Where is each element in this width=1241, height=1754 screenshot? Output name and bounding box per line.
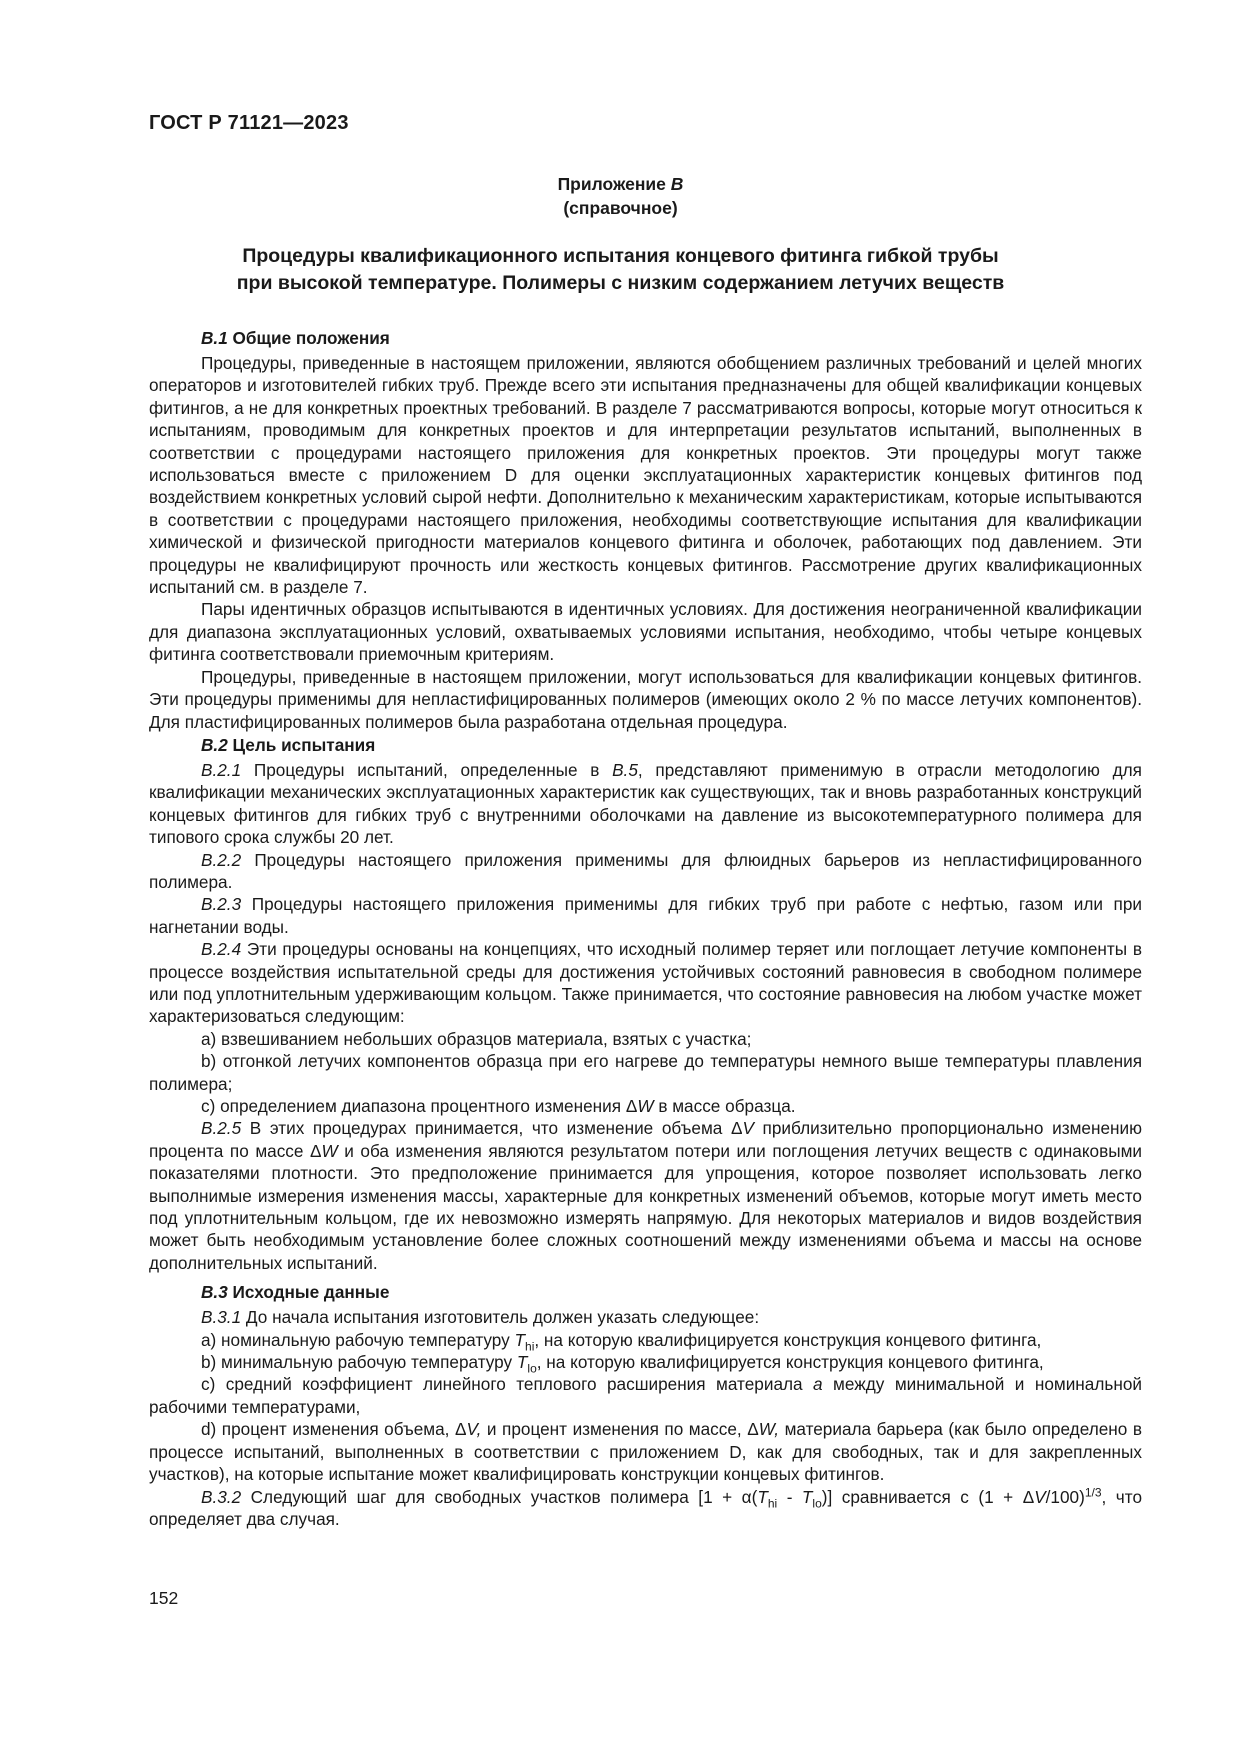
section-number: B.2 — [201, 734, 228, 755]
variable: T — [514, 1329, 526, 1350]
appendix-label-prefix: Приложение — [557, 174, 671, 194]
variable: T — [801, 1486, 813, 1507]
list-item: b) отгонкой летучих компонентов образца при его нагреве до температуры немного выше температуры плавления полимера; — [149, 1051, 1142, 1094]
text-run: Эти процедуры основаны на концепциях, что исходный полимер теряет или поглощает летучие компоненты в процессе воздействия испытательной среды для достижения устойчивых состояний равновесия в свободном полимере или под уплотнительным удерживающим кольцом. Также принимается, что состояние равновесия на любом участке может характеризоваться следующим: — [149, 939, 1142, 1027]
subscript: lo — [527, 1361, 537, 1376]
appendix-type: (справочное) — [563, 198, 678, 218]
document-body — [149, 326, 1142, 1530]
page-number: 152 — [149, 1588, 179, 1608]
superscript: 1/3 — [1084, 1484, 1102, 1499]
text-run: между минимальной и номинальной рабочими температурами, — [149, 1374, 1142, 1417]
text-run: , что определяет два случая. — [149, 1486, 1143, 1529]
text-run: - — [777, 1486, 802, 1507]
paragraph-b3-1 — [149, 1306, 1142, 1328]
text-run: До начала испытания изготовитель должен указать следующее: — [241, 1307, 760, 1328]
appendix-heading — [0, 172, 1241, 220]
paragraph-b2-3 — [149, 893, 1142, 938]
variable: W — [637, 1096, 654, 1116]
variable: a — [813, 1374, 823, 1395]
list-item: a) взвешиванием небольших образцов материала, взятых с участка; — [201, 1028, 752, 1049]
paragraph: Процедуры, приведенные в настоящем приложении, являются обобщением различных требований и целей многих операторов и изготовителей гибких труб. Прежде всего эти испытания предназначены для общей квалификации концевых фитингов, а не для конкретных проектных требований. В разделе 7 рассматриваются вопросы, которые могут относиться к испытаниям, проводимым для конкретных проектов и для интерпретации результатов испытаний, выполненных в соответствии с процедурами настоящего приложения для конкретных проектов. Эти процедуры могут также использоваться вместе с приложением D для оценки эксплуатационных характеристик концевых фитингов под воздействием конкретных условий сырой нефти. Дополнительно к механическим характеристикам, которые испытываются в соответствии с процедурами настоящего приложения, необходимы соответствующие испытания для квалификации химической и физической пригодности материалов концевого фитинга и оболочек, работающих под давлением. Эти процедуры не квалифицируют прочность или жесткость концевых фитингов. Рассмотрение других квалификационных испытаний см. в разделе 7. — [149, 353, 1142, 598]
section-title: Цель испытания — [227, 734, 376, 755]
text-run: c) средний коэффициент линейного теплового расширения материала — [201, 1374, 814, 1395]
list-item — [149, 1351, 1142, 1376]
text-run: , представляют применимую в отрасли методологию для квалификации механических эксплуатационных характеристик как существующих, так и вновь разработанных конструкций концевых фитингов для гибких труб с внутренними оболочками на давление из высокотемпературного полимера для типового срока службы 20 лет. — [149, 759, 1142, 848]
subscript: hi — [525, 1339, 535, 1354]
text-run: c) определением диапазона процентного изменения Δ — [201, 1096, 638, 1116]
paragraph: Процедуры, приведенные в настоящем приложении, могут использоваться для квалификации концевых фитингов. Эти процедуры применимы для непластифицированных полимеров (имеющих около 2 % по массе летучих компонентов). Для пластифицированных полимеров была разработана отдельная процедура. — [149, 666, 1142, 732]
clause-number: B.2.1 — [201, 759, 242, 780]
clause-number: B.2.2 — [201, 849, 242, 870]
subscript: lo — [812, 1495, 822, 1510]
text-run: /100) — [1045, 1486, 1085, 1507]
section-number: B.1 — [201, 328, 228, 348]
variable: V — [742, 1118, 754, 1139]
paragraph: Пары идентичных образцов испытываются в идентичных условиях. Для достижения неограниченной квалификации для диапазона эксплуатационных условий, охватываемых условиями испытания, необходимо, чтобы четыре концевых фитинга соответствовали приемочным критериям. — [149, 599, 1142, 665]
section-title: Общие положения — [227, 328, 390, 348]
text-run: Процедуры испытаний, определенные в — [241, 759, 613, 780]
variable: V — [1034, 1486, 1046, 1507]
cross-reference: B.5 — [612, 759, 638, 780]
list-item — [149, 1329, 1142, 1354]
text-run: )] сравнивается с (1 + Δ — [821, 1486, 1035, 1507]
section-title: Исходные данные — [227, 1282, 390, 1303]
paragraph-b3-2 — [149, 1486, 1142, 1531]
section-heading-b2 — [201, 733, 1142, 757]
text-run: Следующий шаг для свободных участков полимера [1 + α( — [241, 1486, 758, 1507]
list-item — [149, 1373, 1142, 1418]
text-run: в массе образца. — [653, 1096, 796, 1116]
title-line-1: Процедуры квалификационного испытания концевого фитинга гибкой трубы — [242, 245, 999, 267]
text-run: a) номинальную рабочую температуру — [201, 1329, 515, 1350]
clause-number: B.3.1 — [201, 1307, 242, 1328]
clause-number: B.3.2 — [201, 1486, 242, 1507]
text-run: и оба изменения являются результатом потери или поглощения летучих веществ с одинаковыми показателями плотности. Это предположение принимается для упрощения, которое позволяет использовать легко выполнимые измерения изменения массы, характерные для конкретных изменений объемов, которые могут иметь место под уплотнительным кольцом, где их невозможно измерять напрямую. Для некоторых материалов и видов воздействия может быть необходимым установление более сложных соотношений между изменениями объема и массы на основе дополнительных испытаний. — [149, 1140, 1142, 1273]
variable: W, — [758, 1419, 780, 1440]
variable: T — [516, 1352, 528, 1373]
variable: W — [321, 1140, 338, 1161]
list-item — [149, 1418, 1142, 1485]
section-heading-b1 — [201, 326, 1142, 350]
text-run: В этих процедурах принимается, что изменение объема Δ — [241, 1118, 743, 1139]
paragraph-b2-1 — [149, 759, 1142, 849]
text-run: материала барьера (как было определено в процессе испытаний, выполненных в соответствии с приложением D, как для свободных, так и для закрепленных участков), на которые испытание может квалифицировать конструкции концевых фитингов. — [149, 1419, 1142, 1485]
section-number: B.3 — [201, 1282, 228, 1303]
text-run: d) процент изменения объема, Δ — [201, 1419, 467, 1440]
section-heading-b3 — [201, 1280, 1142, 1304]
paragraph-b2-4 — [149, 938, 1142, 1028]
paragraph-b2-2 — [149, 849, 1142, 894]
text-run: Процедуры настоящего приложения применимы для гибких труб при работе с нефтью, газом или при нагнетании воды. — [149, 894, 1142, 937]
document-id-header: ГОСТ Р 71121—2023 — [149, 112, 349, 134]
appendix-letter: B — [670, 174, 684, 194]
appendix-label — [0, 172, 1241, 196]
clause-number: B.2.4 — [201, 939, 242, 960]
paragraph-b2-5 — [149, 1117, 1142, 1274]
text-run: и процент изменения по массе, Δ — [481, 1419, 759, 1440]
text-run: приблизительно пропорционально изменению процента по массе Δ — [149, 1118, 1142, 1161]
list-item — [149, 1095, 1142, 1117]
text-run: , на которую квалифицируется конструкция концевого фитинга, — [534, 1329, 1042, 1350]
text-run: b) минимальную рабочую температуру — [201, 1352, 517, 1373]
clause-number: B.2.5 — [201, 1118, 242, 1139]
appendix-title — [0, 243, 1241, 297]
text-run: Процедуры настоящего приложения применимы для флюидных барьеров из непластифицированного полимера. — [149, 849, 1142, 892]
title-line-2: при высокой температуре. Полимеры с низким содержанием летучих веществ — [236, 272, 1005, 294]
variable: T — [757, 1486, 768, 1507]
variable: V, — [466, 1419, 482, 1440]
clause-number: B.2.3 — [201, 894, 242, 915]
text-run: , на которую квалифицируется конструкция концевого фитинга, — [536, 1352, 1044, 1373]
subscript: hi — [767, 1495, 778, 1510]
